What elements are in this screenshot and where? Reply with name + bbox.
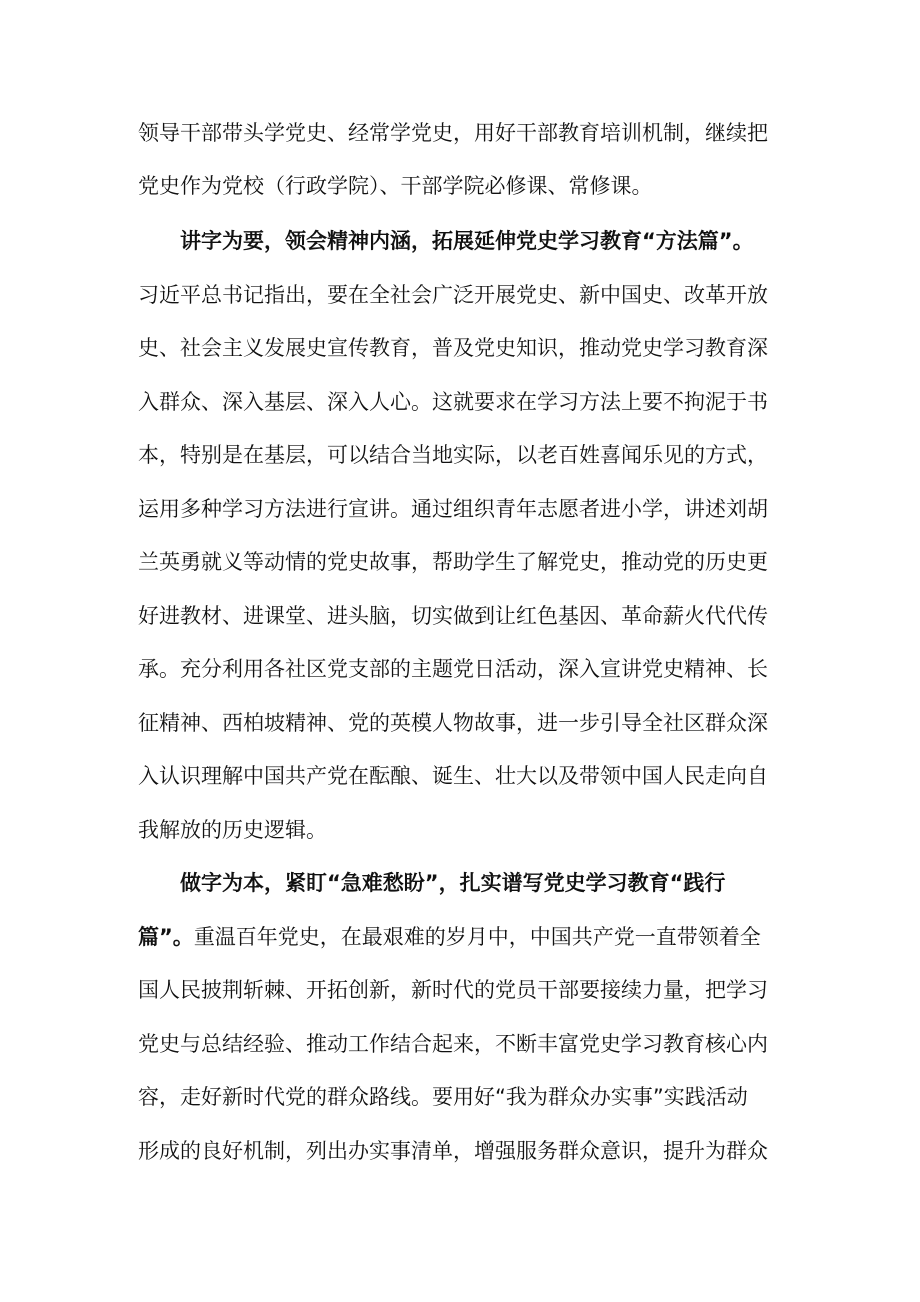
paragraph-3-line-4: 容，走好新时代党的群众路线。要用好“我为群众办实事”实践活动 bbox=[138, 1085, 748, 1109]
paragraph-2-line-3: 入群众、深入基层、深入人心。这就要求在学习方法上要不拘泥于书 bbox=[138, 390, 768, 414]
paragraph-2-line-6: 兰英勇就义等动情的党史故事，帮助学生了解党史，推动党的历史更 bbox=[138, 550, 768, 574]
paragraph-3-line-1 bbox=[138, 919, 778, 955]
paragraph-2-line-7: 好进教材、进课堂、进头脑，切实做到让红色基因、革命薪火代代传 bbox=[138, 604, 768, 628]
paragraph-2-line-11: 我解放的历史逻辑。 bbox=[138, 818, 327, 842]
paragraph-3-line-2: 国人民披荆斩棘、开拓创新，新时代的党员干部要接续力量，把学习 bbox=[138, 978, 768, 1002]
paragraph-1-line-1: 领导干部带头学党史、经常学党史，用好干部教育培训机制，继续把 bbox=[138, 121, 768, 145]
paragraph-2-line-9: 征精神、西柏坡精神、党的英模人物故事，进一步引导全社区群众深 bbox=[138, 711, 768, 735]
paragraph-2-line-10: 入认识理解中国共产党在酝酿、诞生、壮大以及带领中国人民走向自 bbox=[138, 764, 768, 788]
paragraph-2-heading: 讲字为要，领会精神内涵，拓展延伸党史学习教育“方法篇”。 bbox=[180, 229, 754, 253]
paragraph-3-line-5: 形成的良好机制，列出办实事清单，增强服务群众意识，提升为群众 bbox=[138, 1139, 768, 1163]
paragraph-3-heading-end: 篇”。 bbox=[138, 925, 194, 949]
paragraph-2-line-8: 承。充分利用各社区党支部的主题党日活动，深入宣讲党史精神、长 bbox=[138, 657, 768, 681]
paragraph-2-line-1: 习近平总书记指出，要在全社会广泛开展党史、新中国史、改革开放 bbox=[138, 283, 768, 307]
paragraph-3-heading: 做字为本，紧盯“急难愁盼”，扎实谱写党史学习教育“践行 bbox=[180, 871, 726, 895]
paragraph-1-line-2: 党史作为党校（行政学院）、干部学院必修课、常修课。 bbox=[138, 174, 653, 198]
paragraph-2-line-4: 本，特别是在基层，可以结合当地实际，以老百姓喜闻乐见的方式， bbox=[138, 443, 768, 467]
paragraph-3-line-1-text: 重温百年党史，在最艰难的岁月中，中国共产党一直带领着全 bbox=[193, 925, 761, 949]
paragraph-2-line-2: 史、社会主义发展史宣传教育，普及党史知识，推动党史学习教育深 bbox=[138, 336, 768, 360]
paragraph-3-line-3: 党史与总结经验、推动工作结合起来，不断丰富党史学习教育核心内 bbox=[138, 1032, 768, 1056]
paragraph-2-line-5: 运用多种学习方法进行宣讲。通过组织青年志愿者进小学，讲述刘胡 bbox=[138, 497, 768, 521]
